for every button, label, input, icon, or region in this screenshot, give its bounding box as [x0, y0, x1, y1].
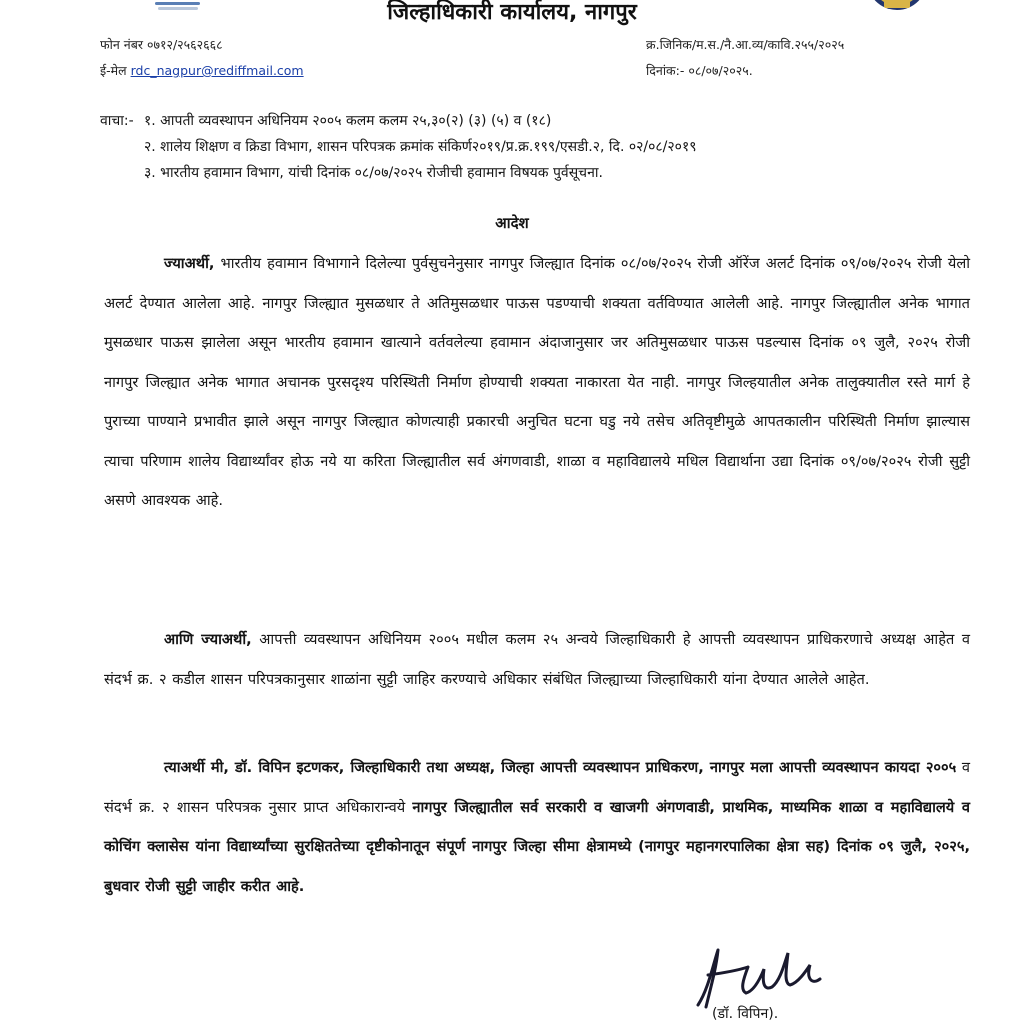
signatory-name: (डॉ. विपिन). [712, 1006, 779, 1022]
phone-number: फोन नंबर ०७१२/२५६२६६८ [100, 37, 223, 52]
references-block [100, 108, 697, 186]
order-paragraph-1: ज्याअर्थी, भारतीय हवामान विभागाने दिलेल्या पुर्वसुचनेनुसार नागपुर जिल्ह्यात दिनांक ०८/०७/२०२५ रोजी ऑरेंज अलर्ट दिनांक ०९/०७/२०२५ रोजी येलो अलर्ट देण्यात आलेला आहे. नागपुर जिल्ह्यात मुसळधार ते अतिमुसळधार पाऊस पडण्याची शक्यता वर्तविण्यात आलेली आहे. नागपुर जिल्ह्यातील अनेक भागात मुसळधार पाऊस झालेला असून भारतीय हवामान खात्याने वर्तवलेल्या हवामान अंदाजानुसार जर अतिमुसळधार पाऊस पडल्यास दिनांक ०९ जुलै, २०२५ रोजी नागपुर जिल्ह्यात अनेक भागात अचानक पुरसदृश्य परिस्थिती निर्माण होण्याची शक्यता नाकारता येत नाही. नागपुर जिल्हयातील अनेक तालुक्यातील रस्ते मार्ग हे पुराच्या पाण्याने प्रभावीत झाले असून नागपुर जिल्ह्यात कोणत्याही प्रकारची अनुचित घटना घडु नये तसेच अतिवृष्टीमुळे आपतकालीन परिस्थिती निर्माण झाल्यास त्याचा परिणाम शालेय विद्यार्थ्यांवर होऊ नये या करिता जिल्ह्यातील सर्व अंगणवाडी, शाळा व महाविद्यालये मधिल विद्यार्थाना उद्या दिनांक ०९/०७/२०२५ रोजी सुट्टी असणे आवश्यक आहे. [104, 255, 970, 509]
order-paragraph-2: आणि ज्याअर्थी, आपत्ती व्यवस्थापन अधिनियम २००५ मधील कलम २५ अन्वये जिल्हाधिकारी हे आपत्ती व्यवस्थापन प्राधिकरणाचे अध्यक्ष आहेत व संदर्भ क्र. २ कडील शासन परिपत्रकानुसार शाळांना सुट्टी जाहिर करण्याचे अधिकार संबंधित जिल्ह्याच्या जिल्हाधिकारी यांना देण्यात आलेले आहेत. [104, 631, 971, 688]
office-title: जिल्हाधिकारी कार्यालय, नागपुर [387, 0, 637, 25]
reference-number: क्र.जिनिक/म.स./नै.आ.व्य/कावि.२५५/२०२५ [646, 37, 845, 52]
references-label: वाचा:- [100, 113, 134, 129]
order-title: आदेश [495, 214, 529, 232]
handwritten-signature [688, 935, 828, 1015]
reference-item: वाचा:- १. आपती व्यवस्थापन अधिनियम २००५ कलम कलम २५,३०(२) (३) (५) व (१८) [100, 108, 697, 134]
order-paragraph-3: त्याअर्थी मी, डॉ. विपिन इटणकर, जिल्हाधिकारी तथा अध्यक्ष, जिल्हा आपत्ती व्यवस्थापन प्राधिकरण, नागपुर मला आपत्ती व्यवस्थापन कायदा २००५ व संदर्भ क्र. २ शासन परिपत्रक नुसार प्राप्त अधिकारान्वये नागपुर जिल्ह्यातील सर्व सरकारी व खाजगी अंगणवाडी, प्राथमिक, माध्यमिक शाळा व महाविद्यालये व कोचिंग क्लासेस यांना विद्यार्थ्यांच्या सुरक्षिततेच्या दृष्टीकोनातून संपूर्ण नागपुर जिल्हा सीमा क्षेत्रामध्ये (नागपुर महानगरपालिका क्षेत्रा सह) दिनांक ०९ जुलै, २०२५, बुधवार रोजी सुट्टी जाहीर करीत आहे. [104, 759, 970, 895]
email-label: ई-मेल [100, 63, 127, 78]
email-line [100, 62, 304, 80]
letter-date: दिनांक:- ०८/०७/२०२५. [646, 63, 753, 78]
email-link[interactable]: rdc_nagpur@rediffmail.com [130, 63, 304, 78]
reference-item: २. शालेय शिक्षण व क्रिडा विभाग, शासन परिपत्रक क्रमांक संकिर्ण२०१९/प्र.क्र.१९९/एसडी.२, दि. ०२/०८/२०१९ [144, 139, 697, 155]
reference-item: ३. भारतीय हवामान विभाग, यांची दिनांक ०८/०७/२०२५ रोजीची हवामान विषयक पुर्वसूचना. [144, 165, 603, 181]
